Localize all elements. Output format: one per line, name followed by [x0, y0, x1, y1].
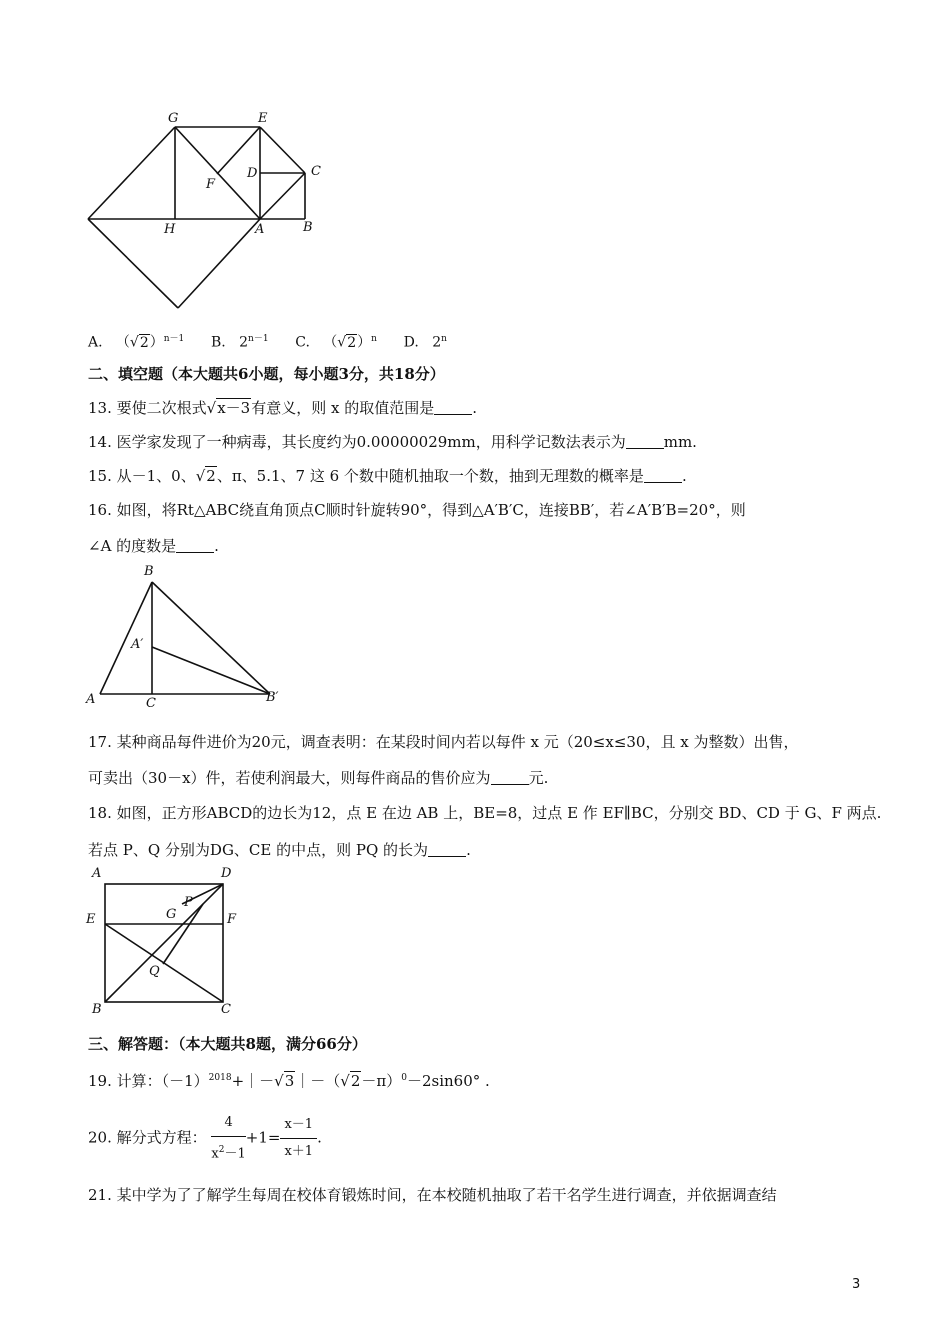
fig18-label-G: G — [166, 907, 177, 922]
question-19: 19. 计算：$(-1)^{2018}+|-√3|-(√2-\pi)^0-2\sin 60^\circ$ . — [88, 1072, 490, 1090]
option-b-label: B. — [211, 334, 226, 351]
q19-mid1: +｜－ — [231, 1072, 275, 1090]
q20-fraction-1 — [211, 1112, 245, 1165]
q17-end: 元. — [528, 769, 549, 787]
option-b-base: 2 — [239, 334, 249, 351]
fig16-label-B-prime: B′ — [266, 690, 279, 705]
q16-end: . — [214, 537, 219, 555]
q13-pre: 13. 要使二次根式 — [88, 399, 207, 417]
option-d-base: 2 — [432, 334, 442, 351]
q19-pre: 19. 计算：（－1） — [88, 1072, 209, 1090]
fig12-label-C: C — [311, 164, 321, 179]
q16-answer-blank[interactable] — [176, 538, 214, 553]
question-18-line2 — [88, 840, 471, 860]
q13-answer-blank[interactable] — [434, 400, 472, 415]
q13-end: . — [472, 399, 477, 417]
q14-end: mm. — [663, 433, 697, 451]
q20-pre: 20. 解分式方程： — [88, 1128, 207, 1147]
option-c-radicand: 2 — [347, 334, 357, 351]
fig16-label-A: A — [86, 692, 96, 707]
fig12-label-F: F — [206, 177, 216, 192]
fig18-label-E: E — [86, 912, 96, 927]
fig18-label-Q: Q — [149, 964, 160, 979]
question-16-line2 — [88, 536, 219, 556]
q18-end: . — [466, 841, 471, 859]
section-2-title: 二、填空题（本大题共6小题，每小题3分，共18分） — [88, 365, 445, 383]
figure-q18 — [100, 880, 230, 1008]
figure-q16 — [95, 575, 295, 705]
q17-answer-blank[interactable] — [491, 770, 529, 785]
question-20 — [88, 1112, 322, 1165]
page-number: 3 — [852, 1277, 861, 1292]
option-b-exp: n－1 — [248, 334, 269, 344]
q13-post: 有意义，则 x 的取值范围是 — [251, 399, 435, 417]
question-16-line1: 16. 如图，将Rt△ABC绕直角顶点C顺时针旋转90°，得到△A′B′C，连接BB′，若∠A′B′B=20°，则 — [88, 501, 746, 519]
q19-mid3: －π） — [361, 1072, 402, 1090]
q18-line2-text: 若点 P、Q 分别为DG、CE 的中点，则 PQ 的长为 — [88, 841, 429, 859]
q19-exp: 2018 — [208, 1073, 232, 1083]
fig18-label-F: F — [227, 912, 237, 927]
q20-plus: +1= — [245, 1128, 281, 1147]
q17-line2-text: 可卖出（30－x）件，若使利润最大，则每件商品的售价应为 — [88, 769, 491, 787]
q19-exp-zero: 0 — [401, 1073, 407, 1083]
fig18-label-P: P — [184, 895, 193, 910]
q18-answer-blank[interactable] — [428, 842, 466, 857]
q19-mid2: ｜－（ — [295, 1072, 341, 1090]
q19-radicand-2: 2 — [350, 1072, 361, 1090]
option-a-label: A. — [88, 334, 103, 351]
fig18-label-A: A — [92, 866, 102, 881]
q19-radicand-1: 3 — [284, 1072, 295, 1090]
fig18-label-C: C — [221, 1002, 231, 1017]
q15-radicand: 2 — [206, 467, 216, 485]
question-14 — [88, 432, 697, 452]
q12-options: A. $(√2)^{n-1}$ B. $2^{n-1}$ C. $(√2)^n$ D. 2$^n$ — [88, 334, 447, 351]
question-18-line1: 18. 如图，正方形ABCD的边长为12，点 E 在边 AB 上，BE=8，过点 E 作 EF∥BC，分别交 BD、CD 于 G、F 两点. — [88, 804, 882, 822]
fig12-label-D: D — [247, 166, 258, 181]
q15-end: . — [681, 467, 687, 485]
question-17-line2 — [88, 768, 548, 788]
option-d-exp: n — [441, 334, 447, 344]
q20-fraction-2 — [280, 1114, 317, 1163]
fig18-label-D: D — [221, 866, 232, 881]
question-21-line1: 21. 某中学为了了解学生每周在校体育锻炼时间，在本校随机抽取了若干名学生进行调查，并依据调查结 — [88, 1186, 777, 1204]
q20-frac1-numerator: 4 — [211, 1112, 245, 1137]
q15-pre: 15. 从－1、0、 — [88, 467, 196, 485]
q19-post: －2sin60° . — [406, 1072, 490, 1090]
section-3-title: 三、解答题：（本大题共8题，满分66分） — [88, 1035, 367, 1053]
q16-line2-text: ∠A 的度数是 — [88, 537, 177, 555]
q20-frac2-numerator: x－1 — [280, 1114, 317, 1139]
q13-radicand: x－3 — [217, 399, 251, 417]
question-15: 15. 从－1、0、√2、π、5.1、7 这 6 个数中随机抽取一个数，抽到无理数的概率是 . — [88, 467, 687, 485]
question-17-line1: 17. 某种商品每件进价为20元，调查表明：在某段时间内若以每件 x 元（20≤x≤30，且 x 为整数）出售， — [88, 733, 799, 751]
fig12-label-H: H — [164, 222, 176, 237]
q14-answer-blank[interactable] — [626, 434, 664, 449]
q20-frac2-denominator: x＋1 — [284, 1144, 314, 1160]
option-d-label: D. — [403, 334, 419, 351]
fig16-label-B: B — [144, 564, 154, 579]
option-a-radicand: 2 — [139, 334, 149, 351]
figure-q12 — [80, 105, 350, 320]
q15-answer-blank[interactable] — [644, 468, 682, 483]
fig18-label-B: B — [92, 1002, 102, 1017]
q14-pre: 14. 医学家发现了一种病毒，其长度约为0.00000029mm，用科学记数法表示为 — [88, 433, 626, 451]
question-13: 13. 要使二次根式√x－3有意义，则 x 的取值范围是 . — [88, 399, 477, 417]
fig16-label-C: C — [146, 696, 156, 711]
option-c-label: C. — [295, 334, 310, 351]
q20-frac1-denominator: $x^2-1$ — [211, 1145, 246, 1162]
fig12-label-E: E — [258, 111, 268, 126]
q20-end: . — [317, 1128, 322, 1147]
q15-post: 、π、5.1、7 这 6 个数中随机抽取一个数，抽到无理数的概率是 — [216, 467, 644, 485]
option-a-exp: n－1 — [163, 334, 185, 344]
fig12-label-G: G — [168, 111, 179, 126]
fig12-label-A: A — [255, 222, 265, 237]
fig12-label-B: B — [303, 220, 313, 235]
fig16-label-A-prime: A′ — [131, 637, 144, 652]
option-c-exp: n — [371, 334, 377, 344]
